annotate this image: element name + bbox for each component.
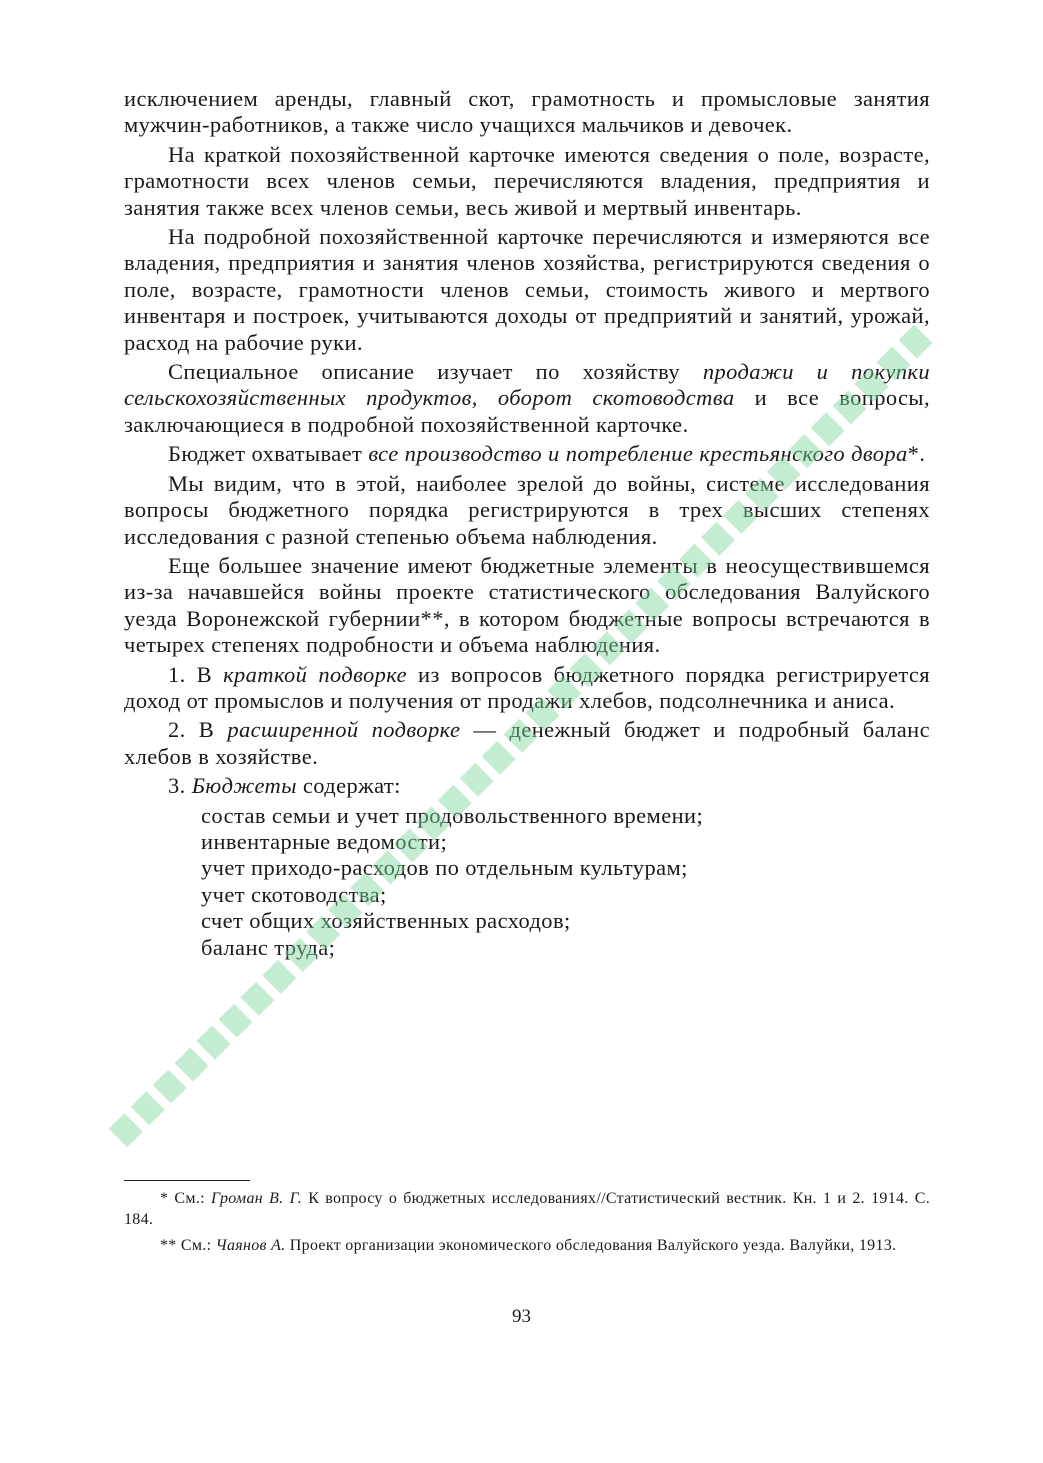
list-item: состав семьи и учет продовольственного времени;: [201, 802, 704, 828]
text-segment: и все вопросы, заключающиеся в подробной похозяйственной карточке.: [124, 385, 930, 437]
text-segment: 1. В: [168, 661, 224, 687]
text-segment: *.: [907, 441, 926, 467]
budget-list: [201, 803, 930, 961]
paragraph: [124, 773, 930, 799]
italic-text: Бюджеты: [191, 773, 297, 799]
text-segment: Специальное описание изучает по хозяйству: [168, 359, 703, 385]
text-segment: Еще большее значение имеют бюджетные элементы в неосуществившемся из-за начавшейся войны проекте статистического обследования Валуйского уезда Воронежской губернии**, в котором бюджетные вопросы встречаются в четырех степенях подробности и объема наблюдения.: [124, 552, 930, 658]
list-item: инвентарные ведомости;: [201, 828, 448, 854]
text-segment: из вопросов бюджетного порядка регистрируется доход от промыслов и получения от продажи хлебов, подсолнечника и аниса.: [124, 661, 930, 713]
paragraph: [124, 441, 930, 467]
paragraph: [124, 86, 930, 139]
italic-text: Чаянов А.: [215, 1237, 286, 1254]
paragraph: [124, 553, 930, 659]
text-segment: содержат:: [296, 773, 401, 799]
italic-text: Громан В. Г.: [210, 1190, 303, 1207]
list-item: учет скотоводства;: [201, 881, 387, 907]
paragraph: [124, 662, 930, 715]
page-body: [124, 86, 930, 961]
footnote: [124, 1235, 930, 1256]
paragraph: [124, 142, 930, 221]
paragraph: [124, 717, 930, 770]
footnote-divider: [124, 1180, 250, 1181]
text-segment: — денежный бюджет и подробный баланс хлебов в хозяйстве.: [124, 717, 930, 769]
text-segment: На подробной похозяйственной карточке перечисляются и измеряются все владения, предприятия и занятия членов хозяйства, регистрируются сведения о поле, возрасте, грамотности членов семьи, стоимость живого и мертвого инвентаря и построек, учитываются доходы от предприятий и занятий, урожай, расход на рабочие руки.: [124, 224, 930, 355]
footnotes: [124, 1188, 930, 1261]
text-segment: 2. В: [168, 717, 228, 743]
text-segment: 3.: [168, 773, 192, 799]
italic-text: краткой подворке: [223, 661, 408, 687]
list-item: счет общих хозяйственных расходов;: [201, 908, 571, 934]
footnote: [124, 1188, 930, 1230]
paragraph: [124, 359, 930, 438]
paragraphs: [124, 86, 930, 800]
text-segment: * См.:: [160, 1190, 211, 1207]
italic-text: продажи и покупки сельскохозяйственных продуктов, оборот скотоводства: [124, 359, 930, 411]
list-item: учет приходо-расходов по отдельным культурам;: [201, 855, 688, 881]
text-segment: Мы видим, что в этой, наиболее зрелой до войны, системе исследования вопросы бюджетного порядка регистрируются в трех высших степенях исследования с разной степенью объема наблюдения.: [124, 470, 930, 549]
text-segment: К вопросу о бюджетных исследованиях//Статистический вестник. Кн. 1 и 2. 1914. С. 184.: [124, 1190, 930, 1228]
text-segment: На краткой похозяйственной карточке имеются сведения о поле, возрасте, грамотности всех членов семьи, перечисляются владения, предприятия и занятия также всех членов семьи, весь живой и мертвый инвентарь.: [124, 141, 930, 220]
text-segment: исключением аренды, главный скот, грамотность и промысловые занятия мужчин-работников, а также число учащихся мальчиков и девочек.: [124, 86, 930, 138]
paragraph: [124, 471, 930, 550]
italic-text: все производство и потребление крестьянского двора: [368, 441, 908, 467]
text-segment: Бюджет охватывает: [168, 441, 369, 467]
italic-text: расширенной подворке: [227, 717, 461, 743]
paragraph: [124, 224, 930, 356]
text-segment: Проект организации экономического обследования Валуйского уезда. Валуйки, 1913.: [285, 1237, 897, 1254]
page-number: 93: [512, 1306, 531, 1327]
list-item: баланс труда;: [201, 934, 336, 960]
text-segment: ** См.:: [160, 1237, 216, 1254]
